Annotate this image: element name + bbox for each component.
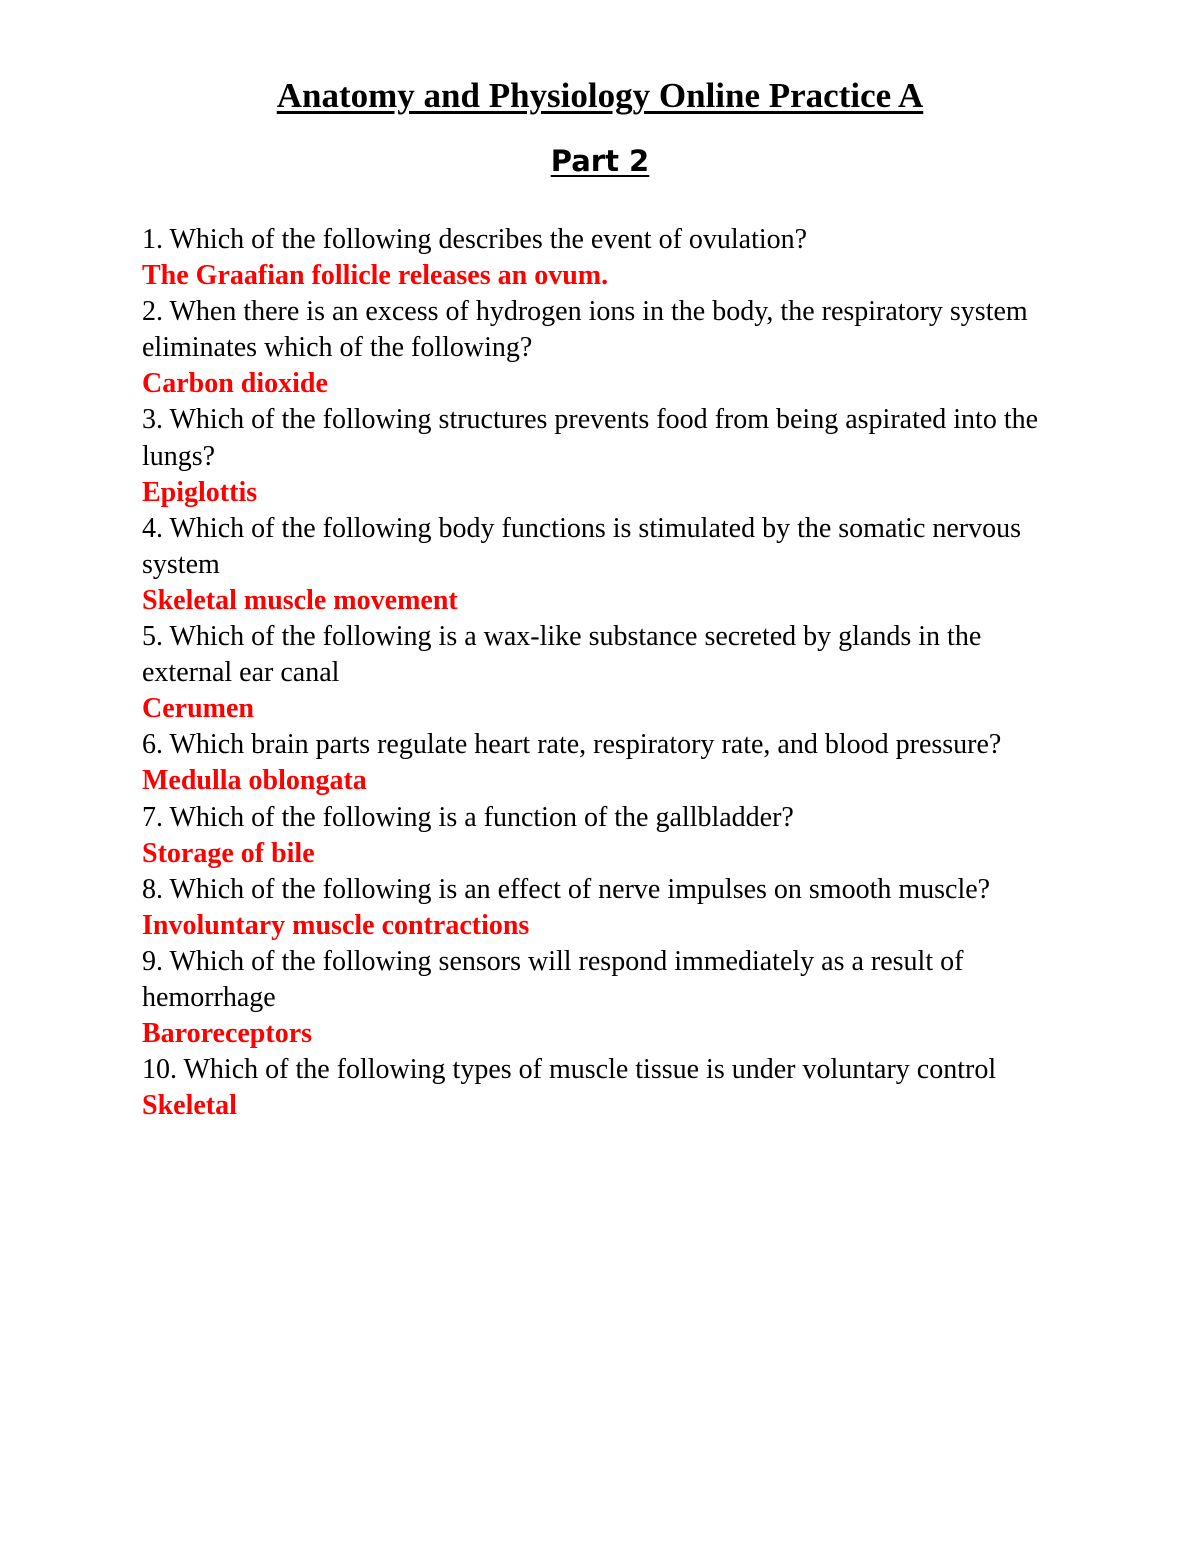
answer-text: Cerumen [142,693,254,725]
qa-item-10 [142,1052,1062,1124]
page-subtitle: Part 2 [550,144,650,178]
question-text: 9. Which of the following sensors will respond immediately as a result of hemorrhage [142,945,964,1013]
answer-text: Skeletal [142,1090,237,1122]
answer-text: Skeletal muscle movement [142,584,458,616]
qa-item-1 [142,222,1062,294]
qa-item-3 [142,402,1062,510]
answer-text: Medulla oblongata [142,765,367,797]
answer-text: Epiglottis [142,476,258,508]
qa-item-4 [142,511,1062,619]
question-text: 6. Which brain parts regulate heart rate, respiratory rate, and blood pressure? [142,729,1002,761]
question-text: 5. Which of the following is a wax-like substance secreted by glands in the external ear canal [142,621,982,689]
qa-item-7 [142,800,1062,872]
qa-item-8 [142,872,1062,944]
answer-text: Carbon dioxide [142,368,328,400]
qa-item-6 [142,727,1062,799]
question-answer-list [142,222,1062,1124]
question-text: 3. Which of the following structures prevents food from being aspirated into the lungs? [142,404,1039,472]
question-text: 4. Which of the following body functions is stimulated by the somatic nervous system [142,512,1022,580]
answer-text: The Graafian follicle releases an ovum. [142,260,609,292]
question-text: 7. Which of the following is a function of the gallbladder? [142,801,794,833]
qa-item-9 [142,944,1062,1052]
question-text: 8. Which of the following is an effect of nerve impulses on smooth muscle? [142,873,991,905]
question-text: 1. Which of the following describes the event of ovulation? [142,224,808,255]
qa-item-2 [142,294,1062,402]
question-text: 2. When there is an excess of hydrogen ions in the body, the respiratory system eliminates which of the following? [142,296,1028,364]
answer-text: Involuntary muscle contractions [142,909,530,941]
qa-item-5 [142,619,1062,727]
answer-text: Baroreceptors [142,1018,313,1050]
question-text: 10. Which of the following types of muscle tissue is under voluntary control [142,1054,997,1086]
page-title: Anatomy and Physiology Online Practice A [276,76,924,115]
answer-text: Storage of bile [142,837,315,869]
